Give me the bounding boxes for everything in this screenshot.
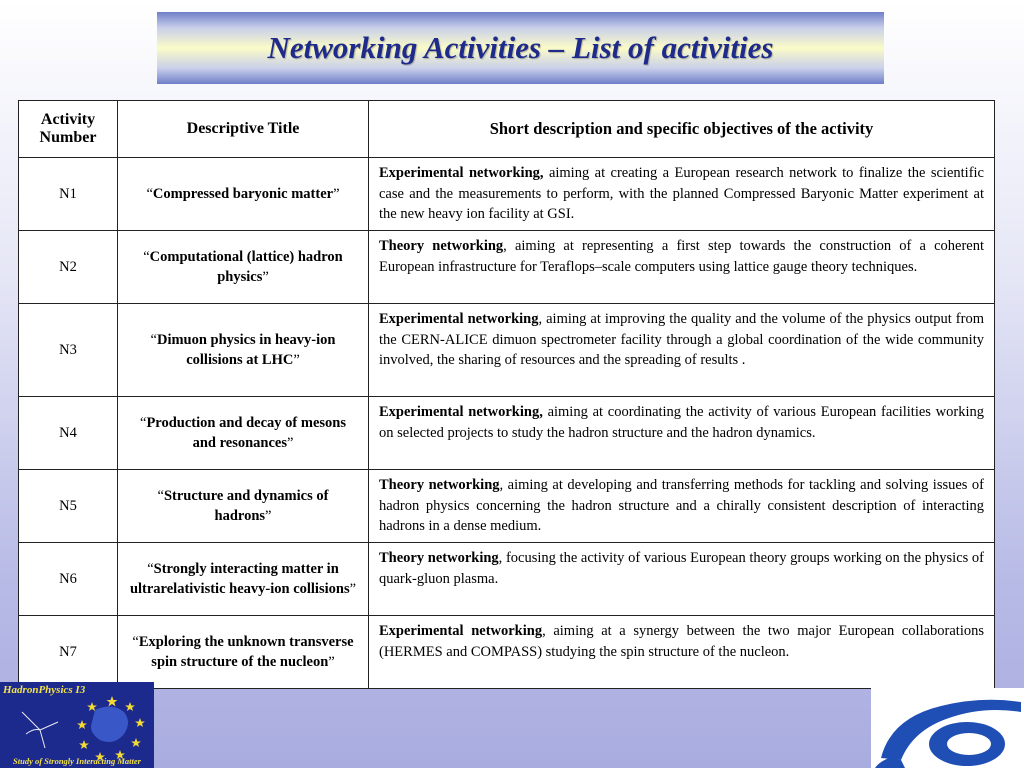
activity-title-text: Strongly interacting matter in ultrarelativistic heavy-ion collisions: [129, 561, 350, 597]
activity-description: [369, 397, 995, 470]
activity-number: N2: [19, 231, 118, 304]
activity-title-text: Dimuon physics in heavy-ion collisions at LHC: [156, 332, 336, 368]
header-description-label: Short description and specific objectives of the activity: [489, 119, 874, 138]
header-descriptive-title: [118, 101, 369, 158]
activity-description: [369, 616, 995, 689]
activity-title-text: Exploring the unknown transverse spin structure of the nucleon: [138, 634, 354, 670]
activities-table: [18, 100, 995, 689]
quote-close: ”: [293, 352, 300, 368]
title-banner: [157, 12, 884, 84]
activity-description: [369, 470, 995, 543]
activity-description: [369, 231, 995, 304]
description-lead: Experimental networking: [379, 623, 543, 639]
description-text: aiming at coordinating the activity of various European facilities working on selected projects to study the hadron structure and the hadron dynamics.: [379, 404, 984, 441]
quote-open: “: [147, 561, 154, 577]
activity-description: [369, 304, 995, 397]
table-row: [19, 397, 995, 470]
fp6-logo-icon: [871, 688, 1024, 768]
activity-number: N4: [19, 397, 118, 470]
quote-close: ”: [262, 269, 269, 285]
description-text: aiming at creating a European research network to finalize the scientific case and the measurements to perform, with the planned Compressed Baryonic Matter experiment at the new heavy ion facility at GSI.: [379, 165, 984, 222]
activity-title-text: Production and decay of mesons and resonances: [146, 415, 346, 451]
table-row: [19, 543, 995, 616]
activity-title: [118, 616, 369, 689]
quote-open: “: [146, 186, 153, 202]
description-lead: Experimental networking: [379, 311, 539, 327]
header-short-description: [369, 101, 995, 158]
table-row: [19, 304, 995, 397]
table-row: [19, 470, 995, 543]
quote-close: ”: [265, 508, 272, 524]
description-lead: Theory networking: [379, 477, 500, 493]
description-lead: Experimental networking,: [379, 165, 544, 181]
activity-title: [118, 158, 369, 231]
header-number-label: Activity Number: [39, 111, 97, 146]
description-text: , aiming at developing and transferring methods for tackling and solving issues of hadron physics concerning the hadron structure and a chirally consistent description of interacting hadrons in a dense medium.: [379, 477, 985, 534]
logo-left-name: HadronPhysics I3: [3, 684, 86, 696]
activity-number: N6: [19, 543, 118, 616]
activity-title: [118, 543, 369, 616]
activity-title: [118, 397, 369, 470]
description-text: , focusing the activity of various European theory groups working on the physics of quark-gluon plasma.: [379, 550, 985, 587]
quote-close: ”: [349, 581, 357, 597]
hadronphysics-logo: [0, 682, 154, 768]
activity-number: N7: [19, 616, 118, 689]
activity-description: [369, 543, 995, 616]
description-text: , aiming at representing a first step towards the construction of a coherent European infrastructure for Teraflops–scale computers using lattice gauge theory techniques.: [379, 238, 985, 275]
description-lead: Theory networking: [379, 550, 499, 566]
header-title-label: Descriptive Title: [186, 120, 300, 137]
description-lead: Theory networking: [379, 238, 504, 254]
activity-description: [369, 158, 995, 231]
activity-title-text: Compressed baryonic matter: [152, 186, 334, 202]
quote-open: “: [140, 415, 147, 431]
logo-left-tagline: Study of Strongly Interacting Matter: [13, 756, 141, 766]
table-header-row: [19, 101, 995, 158]
page-title: Networking Activities – List of activities: [267, 30, 774, 65]
table-row: [19, 158, 995, 231]
table-row: [19, 231, 995, 304]
activity-title-text: Computational (lattice) hadron physics: [149, 249, 343, 285]
activity-title: [118, 470, 369, 543]
activity-number: N1: [19, 158, 118, 231]
activity-number: N3: [19, 304, 118, 397]
quote-open: “: [132, 634, 139, 650]
activity-title: [118, 304, 369, 397]
quote-close: ”: [333, 186, 340, 202]
quote-open: “: [150, 332, 157, 348]
description-lead: Experimental networking,: [379, 404, 543, 420]
table-row: [19, 616, 995, 689]
activity-title: [118, 231, 369, 304]
quote-open: “: [157, 488, 164, 504]
quote-open: “: [143, 249, 150, 265]
activity-number: N5: [19, 470, 118, 543]
header-activity-number: [19, 101, 118, 158]
quote-close: ”: [328, 654, 335, 670]
quote-close: ”: [286, 435, 294, 451]
fp6-logo: [871, 688, 1024, 768]
activity-title-text: Structure and dynamics of hadrons: [163, 488, 329, 524]
description-text: , aiming at a synergy between the two major European collaborations (HERMES and COMPASS) studying the spin structure of the nucleon.: [379, 623, 984, 660]
description-text: , aiming at improving the quality and the volume of the physics output from the CERN-ALICE dimuon spectrometer facility through a global coordination of the wide community involved, the sharing of resources and the spreading of results .: [379, 311, 984, 368]
